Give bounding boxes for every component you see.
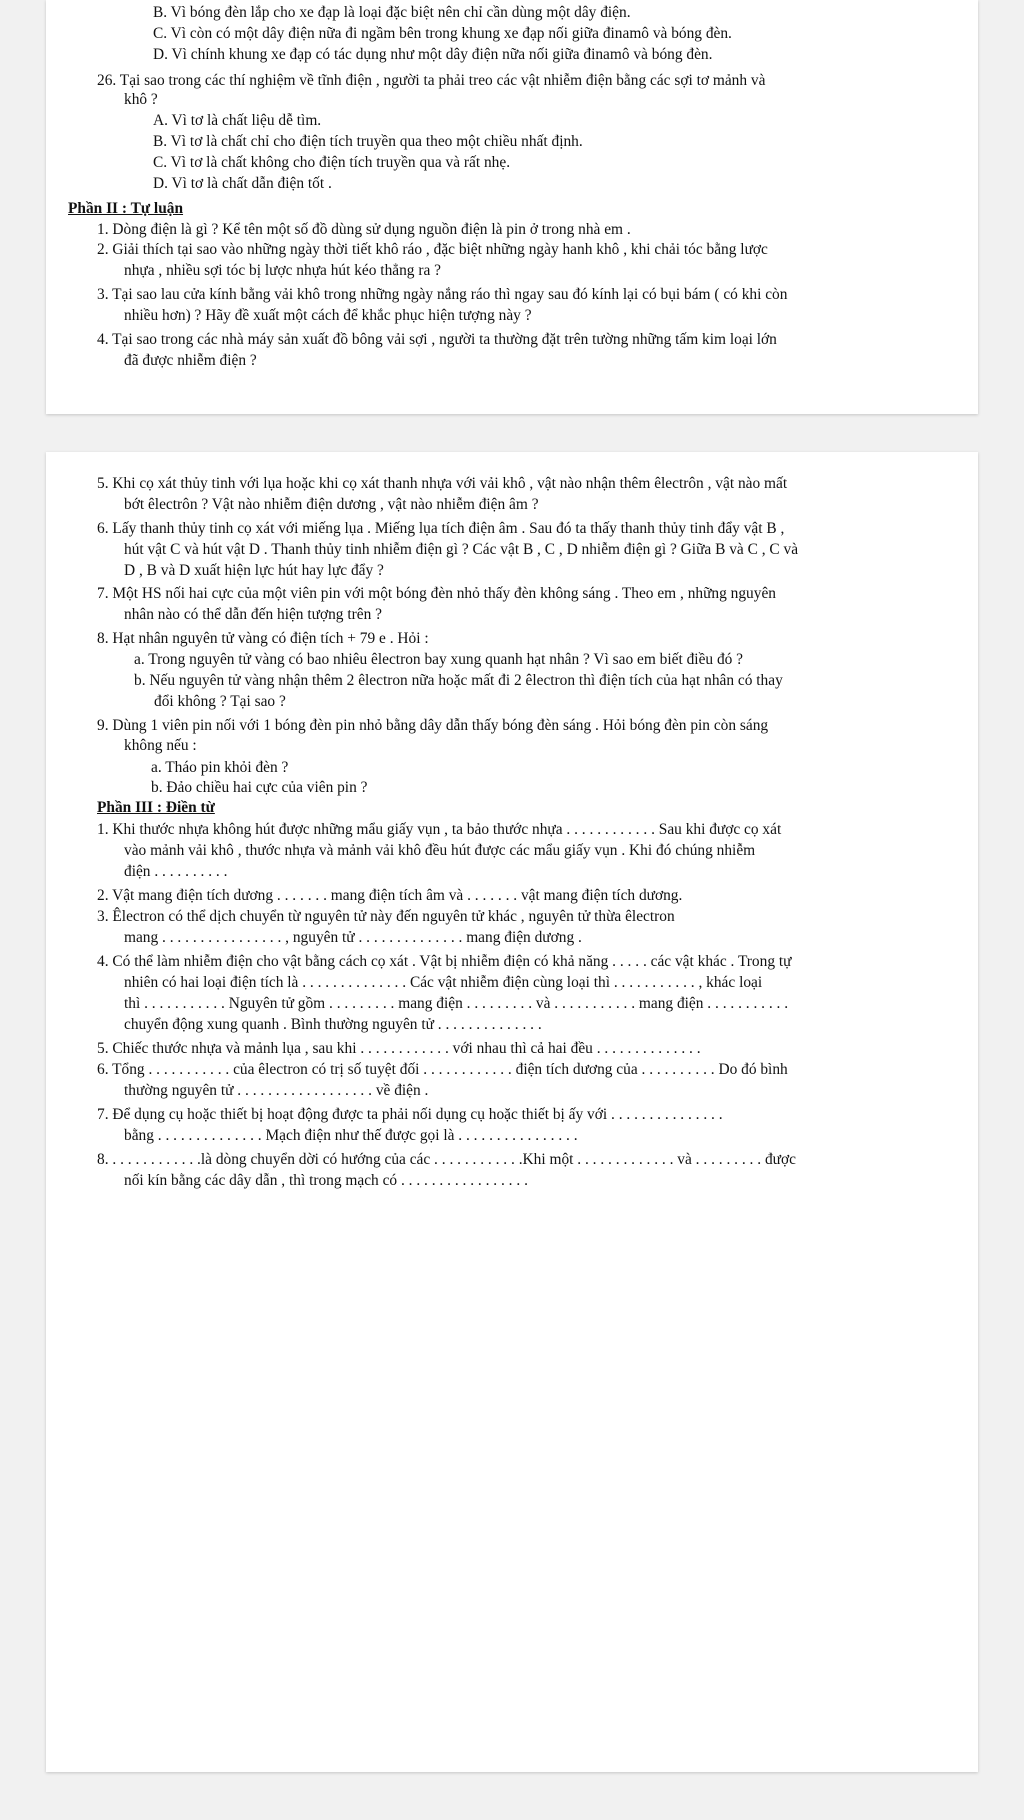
text-line: 5. Chiếc thước nhựa và mảnh lụa , sau khi . . . . . . . . . . . . với nhau thì cả hai đều . . . . . . . . . . . . . .	[97, 1040, 701, 1057]
text-line: B. Vì bóng đèn lắp cho xe đạp là loại đặc biệt nên chỉ cần dùng một dây điện.	[153, 4, 631, 21]
text-line: nhiên có hai loại điện tích là . . . . . . . . . . . . . . Các vật nhiễm điện cùng loại thì . . . . . . . . . . . , khác loại	[124, 974, 763, 991]
text-line: 6. Lấy thanh thủy tinh cọ xát với miếng lụa . Miếng lụa tích điện âm . Sau đó ta thấy thanh thủy tinh đẩy vật B ,	[97, 520, 785, 537]
text-line: 2. Vật mang điện tích dương . . . . . . . mang điện tích âm và . . . . . . . vật mang điện tích dương.	[97, 887, 683, 904]
section-heading: Phần III : Điền từ	[97, 799, 215, 816]
text-line: chuyển động xung quanh . Bình thường nguyên tử . . . . . . . . . . . . . .	[124, 1016, 542, 1033]
text-line: 1. Khi thước nhựa không hút được những mẩu giấy vụn , ta bảo thước nhựa . . . . . . . . . . . . Sau khi được cọ xát	[97, 821, 782, 838]
text-line: nối kín bằng các dây dẫn , thì trong mạch có . . . . . . . . . . . . . . . . .	[124, 1172, 528, 1189]
document-page-1	[46, 0, 978, 414]
text-line: bớt êlectrôn ? Vật nào nhiễm điện dương , vật nào nhiễm điện âm ?	[124, 496, 539, 513]
text-line: C. Vì tơ là chất không cho điện tích truyền qua và rất nhẹ.	[153, 154, 511, 171]
section-heading: Phần II : Tự luận	[68, 200, 184, 217]
text-line: 8. Hạt nhân nguyên tử vàng có điện tích + 79 e . Hỏi :	[97, 630, 429, 647]
text-line: nhân nào có thể dẫn đến hiện tượng trên ?	[124, 606, 382, 623]
text-line: 26. Tại sao trong các thí nghiệm về tĩnh điện , người ta phải treo các vật nhiễm điện bằng các sợi tơ mảnh và	[97, 72, 766, 89]
text-line: C. Vì còn có một dây điện nữa đi ngầm bên trong khung xe đạp nối giữa đinamô và bóng đèn.	[153, 25, 732, 42]
text-line: 3. Tại sao lau cửa kính bằng vải khô trong những ngày nắng ráo thì ngay sau đó kính lại có bụi bám ( có khi còn	[97, 286, 788, 303]
text-line: 4. Có thể làm nhiễm điện cho vật bằng cách cọ xát . Vật bị nhiễm điện có khả năng . . . . . các vật khác . Trong tự	[97, 953, 792, 970]
text-line: 1. Dòng điện là gì ? Kể tên một số đồ dùng sử dụng nguồn điện là pin ở trong nhà em .	[97, 221, 631, 238]
text-line: nhiều hơn) ? Hãy đề xuất một cách để khắc phục hiện tượng này ?	[124, 307, 532, 324]
text-line: điện . . . . . . . . . .	[124, 863, 228, 880]
text-line: đã được nhiễm điện ?	[124, 352, 257, 369]
text-line: vào mảnh vải khô , thước nhựa và mảnh vải khô đều hút được các mẩu giấy vụn . Khi đó chúng nhiễm	[124, 842, 756, 859]
text-line: 6. Tổng . . . . . . . . . . . của êlectron có trị số tuyệt đối . . . . . . . . . . . . điện tích dương của . . . . . . . . . . Do đó bình	[97, 1061, 788, 1078]
text-line: a. Tháo pin khỏi đèn ?	[151, 759, 289, 776]
text-line: b. Đảo chiều hai cực của viên pin ?	[151, 779, 368, 796]
text-line: B. Vì tơ là chất chỉ cho điện tích truyền qua theo một chiều nhất định.	[153, 133, 583, 150]
text-line: b. Nếu nguyên tử vàng nhận thêm 2 êlectron nữa hoặc mất đi 2 êlectron thì điện tích của hạt nhân có thay	[134, 672, 783, 689]
text-line: D. Vì tơ là chất dẫn điện tốt .	[153, 175, 332, 192]
text-line: 4. Tại sao trong các nhà máy sản xuất đồ bông vải sợi , người ta thường đặt trên tường những tấm kim loại lớn	[97, 331, 777, 348]
text-line: hút vật C và hút vật D . Thanh thủy tinh nhiễm điện gì ? Các vật B , C , D nhiễm điện gì ? Giữa B và C , C và	[124, 541, 799, 558]
text-line: 5. Khi cọ xát thủy tinh với lụa hoặc khi cọ xát thanh nhựa với vải khô , vật nào nhận thêm êlectrôn , vật nào mất	[97, 475, 788, 492]
text-line: thường nguyên tử . . . . . . . . . . . . . . . . . . về điện .	[124, 1082, 429, 1099]
text-line: nhựa , nhiều sợi tóc bị lược nhựa hút kéo thẳng ra ?	[124, 262, 441, 279]
document-page-2	[46, 452, 978, 1772]
text-line: D. Vì chính khung xe đạp có tác dụng như một dây điện nữa nối giữa đinamô và bóng đèn.	[153, 46, 713, 63]
text-line: bằng . . . . . . . . . . . . . . Mạch điện như thế được gọi là . . . . . . . . . . . . . . . .	[124, 1127, 578, 1144]
text-line: D , B và D xuất hiện lực hút hay lực đẩy ?	[124, 562, 384, 579]
text-line: a. Trong nguyên tử vàng có bao nhiêu êlectron bay xung quanh hạt nhân ? Vì sao em biết điều đó ?	[134, 651, 744, 668]
text-line: 9. Dùng 1 viên pin nối với 1 bóng đèn pin nhỏ bằng dây dẫn thấy bóng đèn sáng . Hỏi bóng đèn pin còn sáng	[97, 717, 769, 734]
text-line: 8. . . . . . . . . . . . .là dòng chuyển dời có hướng của các . . . . . . . . . . . .Khi một . . . . . . . . . . . . . và . . . . . . . . . được	[97, 1151, 796, 1168]
text-line: A. Vì tơ là chất liệu dễ tìm.	[153, 112, 322, 129]
text-line: thì . . . . . . . . . . . Nguyên tử gồm . . . . . . . . . mang điện . . . . . . . . . và . . . . . . . . . . . mang điện . . . . . . . . . . .	[124, 995, 789, 1012]
text-line: không nếu :	[124, 737, 197, 754]
text-line: 7. Để dụng cụ hoặc thiết bị hoạt động được ta phải nối dụng cụ hoặc thiết bị ấy với . . . . . . . . . . . . . . .	[97, 1106, 723, 1123]
text-line: khô ?	[124, 91, 158, 108]
text-line: 2. Giải thích tại sao vào những ngày thời tiết khô ráo , đặc biệt những ngày hanh khô , khi chải tóc bằng lược	[97, 241, 768, 258]
text-line: 3. Êlectron có thể dịch chuyển từ nguyên tử này đến nguyên tử khác , nguyên tử thừa êlectron	[97, 908, 675, 925]
text-line: 7. Một HS nối hai cực của một viên pin với một bóng đèn nhỏ thấy đèn không sáng . Theo em , những nguyên	[97, 585, 776, 602]
text-line: mang . . . . . . . . . . . . . . . . , nguyên tử . . . . . . . . . . . . . . mang điện dương .	[124, 929, 582, 946]
text-line: đổi không ? Tại sao ?	[154, 693, 286, 710]
